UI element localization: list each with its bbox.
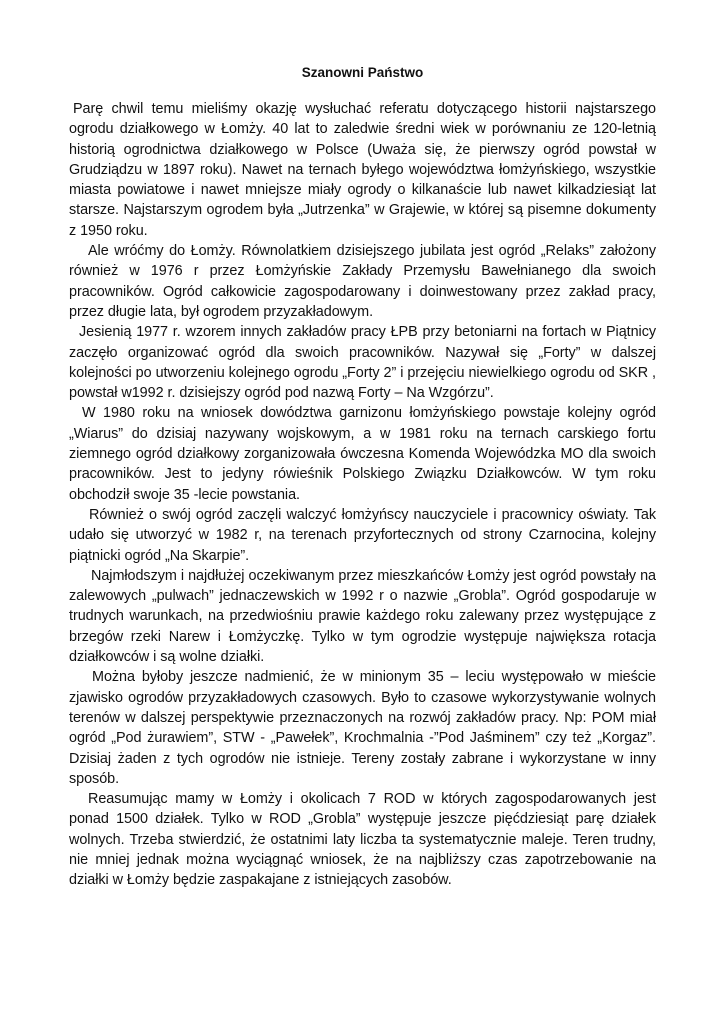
paragraph-6: Najmłodszym i najdłużej oczekiwanym przez mieszkańców Łomży jest ogród powstały na zalewowych „pulwach” jednaczewskich w 1992 r o nazwie „Grobla”. Ogród gospodaruje w trudnych warunkach, na przedwiośniu prawie każdego roku zalewany przez występujące z brzegów rzeki Narew i Łomżyczkę. Tylko w tym ogrodzie występuje największa rotacja działkowców i są wolne działki. bbox=[69, 567, 656, 666]
paragraph-4: W 1980 roku na wniosek dowództwa garnizonu łomżyńskiego powstaje kolejny ogród „Wiarus” do dzisiaj nazywany wojskowym, a w 1981 roku na ternach carskiego fortu ziemnego ogród działkowy zorganizowała ówczesna Komenda Wojewódzka MO dla swoich pracowników. Jest to jedyny rówieśnik Polskiego Związku Działkowców. W tym roku obchodził swoje 35 -lecie powstania. bbox=[69, 405, 656, 503]
paragraph-7: Można byłoby jeszcze nadmienić, że w minionym 35 – leciu występowało w mieście zjawisko ogrodów przyzakładowych czasowych. Było to czasowe wykorzystywanie wolnych terenów w dalszej perspektywie przeznaczonych na rozwój zakładów pracy. Np: POM miał ogród „Pod żurawiem”, STW - „Pawełek”, Krochmalnia -”Pod Jaśminem” czy też „Korgaz”. Dzisiaj żaden z tych ogrodów nie istnieje. Tereny zostały zabrane i wykorzystane w inny sposób. bbox=[69, 669, 656, 787]
paragraph-1: Parę chwil temu mieliśmy okazję wysłuchać referatu dotyczącego historii najstarszego ogrodu działkowego w Łomży. 40 lat to zaledwie średni wiek w porównaniu ze 120-letnią historią ogrodnictwa działkowego w Polsce (Uważa się, że pierwszy ogród powstał w Grudziądzu w 1897 roku). Nawet na ternach byłego województwa łomżyńskiego, wszystkie miasta powiatowe i nawet mniejsze miały ogrody o kilkanaście lub nawet kilkadziesiąt lat starsze. Najstarszym ogrodem była „Jutrzenka” w Grajewie, w której są pisemne dokumenty z 1950 roku. bbox=[69, 101, 656, 239]
paragraph-2: Ale wróćmy do Łomży. Równolatkiem dzisiejszego jubilata jest ogród „Relaks” założony również w 1976 r przez Łomżyńskie Zakłady Przemysłu Bawełnianego dla swoich pracowników. Ogród całkowicie zagospodarowany i doinwestowany przez zakład pracy, przez długie lata, był ogrodem przyzakładowym. bbox=[69, 243, 656, 320]
document-title: Szanowni Państwo bbox=[301, 65, 424, 80]
paragraph-3: Jesienią 1977 r. wzorem innych zakładów pracy ŁPB przy betoniarni na fortach w Piątnicy zaczęło organizować ogród dla swoich pracowników. Nazywał się „Forty” w dalszej kolejności po utworzeniu kolejnego ogrodu „Forty 2” i przejęciu niewielkiego ogrodu od SKR , powstał w1992 r. dzisiejszy ogród pod nazwą Forty – Na Wzgórzu”. bbox=[69, 324, 656, 402]
paragraph-8: Reasumując mamy w Łomży i okolicach 7 ROD w których zagospodarowanych jest ponad 1500 działek. Tylko w ROD „Grobla” występuje jeszcze pięćdziesiąt parę działek wolnych. Trzeba stwierdzić, że ostatnimi laty liczba ta systematycznie maleje. Teren trudny, nie mniej jednak można wyciągnąć wniosek, że na najbliższy czas zapotrzebowanie na działki w Łomży będzie zaspakajane z istniejących zasobów. bbox=[69, 791, 656, 889]
paragraph-5: Również o swój ogród zaczęli walczyć łomżyńscy nauczyciele i pracownicy oświaty. Tak udało się utworzyć w 1982 r, na terenach przyfortecznych od strony Czarnocina, kolejny piątnicki ogród „Na Skarpie”. bbox=[69, 506, 656, 564]
